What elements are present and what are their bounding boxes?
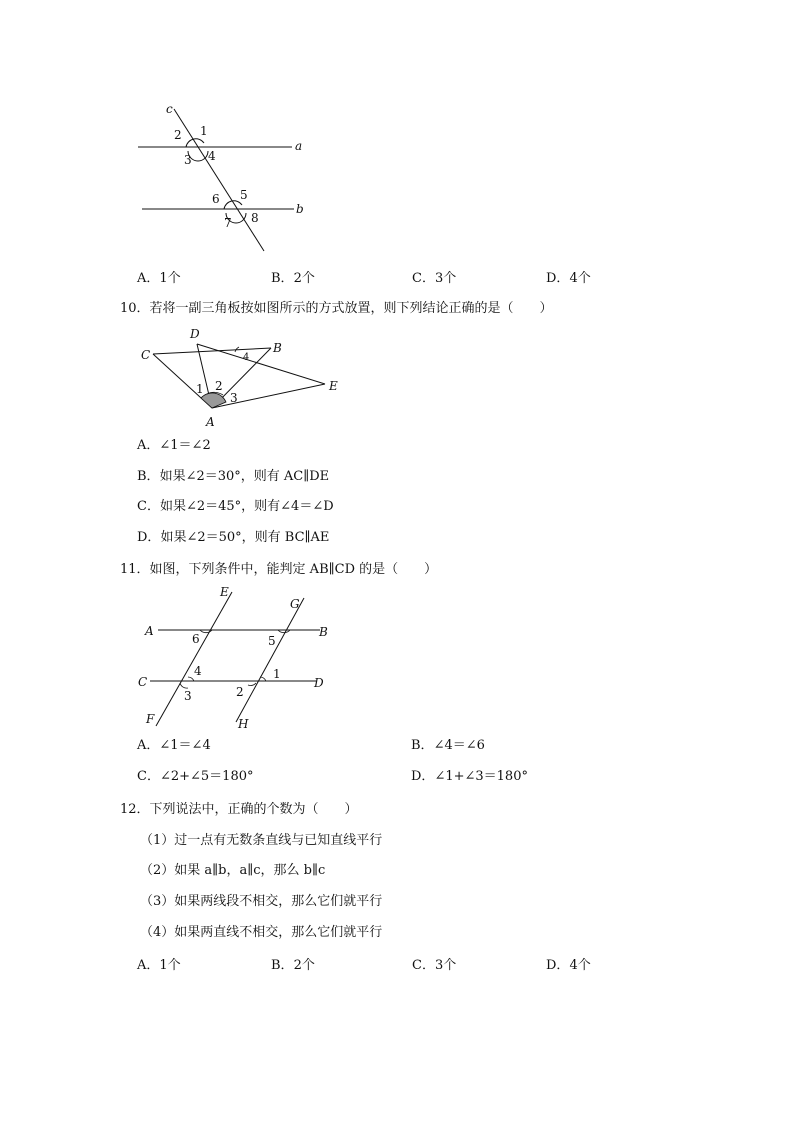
option-text: 如果∠2＝50°，则有 BC∥AE bbox=[160, 530, 330, 545]
option-letter: A． bbox=[137, 271, 160, 286]
q10-stem: 10．若将一副三角板按如图所示的方式放置，则下列结论正确的是（ ） bbox=[120, 301, 553, 316]
option-text: 2个 bbox=[293, 958, 315, 973]
angle-3: 3 bbox=[184, 153, 192, 167]
point-a: A bbox=[206, 415, 215, 429]
option-letter: D． bbox=[546, 271, 570, 286]
point-e: E bbox=[329, 379, 338, 393]
q12-option-d bbox=[546, 958, 591, 974]
angle-1: 1 bbox=[200, 124, 208, 138]
angle-6: 6 bbox=[192, 632, 200, 646]
line-gh bbox=[236, 598, 304, 722]
angle-5: 5 bbox=[268, 634, 276, 648]
angle-6: 6 bbox=[212, 192, 220, 206]
option-text: 3个 bbox=[434, 271, 457, 286]
option-text: ∠1+∠3＝180° bbox=[434, 769, 528, 784]
label-a: a bbox=[295, 139, 303, 153]
option-text: 如果∠2＝45°，则有∠4＝∠D bbox=[159, 499, 334, 514]
q9-option-a bbox=[137, 271, 181, 287]
point-g: G bbox=[290, 597, 300, 611]
angle-1: 1 bbox=[196, 382, 204, 396]
option-letter: C． bbox=[412, 958, 435, 973]
segment-de bbox=[197, 344, 325, 384]
q9-option-b bbox=[271, 271, 315, 287]
q10-option-a bbox=[137, 438, 211, 454]
option-text: 1个 bbox=[159, 958, 181, 973]
q12-option-c bbox=[412, 958, 456, 974]
point-e: E bbox=[220, 585, 229, 599]
option-text: 4个 bbox=[569, 271, 591, 286]
q9-option-d bbox=[546, 271, 591, 287]
option-text: 1个 bbox=[159, 271, 181, 286]
q12-statement-4: （4）如果两直线不相交，那么它们就平行 bbox=[140, 925, 383, 940]
point-a: A bbox=[145, 624, 154, 638]
option-letter: D． bbox=[546, 958, 570, 973]
option-letter: C． bbox=[412, 271, 435, 286]
q10-option-c bbox=[137, 499, 334, 515]
option-letter: A． bbox=[137, 738, 160, 753]
option-text: ∠1＝∠2 bbox=[159, 438, 211, 453]
angle-3: 3 bbox=[184, 689, 192, 703]
angle-arc bbox=[248, 683, 256, 686]
angle-1: 1 bbox=[273, 667, 281, 681]
option-text: ∠1＝∠4 bbox=[159, 738, 211, 753]
point-d: D bbox=[190, 327, 200, 341]
q10-figure bbox=[135, 322, 350, 430]
angle-2: 2 bbox=[236, 685, 244, 699]
option-letter: B． bbox=[271, 271, 294, 286]
q12-option-a bbox=[137, 958, 181, 974]
point-h: H bbox=[238, 717, 249, 731]
q11-option-b bbox=[411, 738, 485, 754]
point-f: F bbox=[146, 712, 155, 726]
option-text: 如果∠2＝30°，则有 AC∥DE bbox=[159, 469, 330, 484]
option-letter: A． bbox=[137, 438, 160, 453]
q10-option-b bbox=[137, 469, 329, 485]
angle-4: 4 bbox=[243, 352, 250, 363]
q11-stem: 11．如图，下列条件中，能判定 AB∥CD 的是（ ） bbox=[120, 562, 438, 577]
point-b: B bbox=[319, 625, 328, 639]
angle-5: 5 bbox=[240, 188, 248, 202]
angle-4: 4 bbox=[194, 664, 202, 678]
angle-2: 2 bbox=[174, 128, 182, 142]
q12-statement-2: （2）如果 a∥b，a∥c，那么 b∥c bbox=[140, 863, 326, 878]
angle-3: 3 bbox=[230, 391, 238, 405]
angle-arc bbox=[180, 683, 188, 688]
q11-option-d bbox=[411, 769, 528, 785]
q12-statement-3: （3）如果两线段不相交，那么它们就平行 bbox=[140, 894, 383, 909]
point-d: D bbox=[314, 676, 324, 690]
q9-option-c bbox=[412, 271, 456, 287]
q12-option-b bbox=[271, 958, 315, 974]
angle-4: 4 bbox=[208, 149, 216, 163]
line-c bbox=[174, 109, 264, 251]
option-letter: A． bbox=[137, 958, 160, 973]
option-letter: B． bbox=[271, 958, 294, 973]
segment-ae bbox=[212, 384, 325, 408]
q10-option-d bbox=[137, 530, 329, 546]
q12-stem: 12．下列说法中，正确的个数为（ ） bbox=[120, 802, 358, 817]
option-letter: B． bbox=[137, 469, 160, 484]
option-text: 3个 bbox=[434, 958, 457, 973]
option-text: 4个 bbox=[569, 958, 591, 973]
line-ef bbox=[156, 592, 232, 726]
q9-figure bbox=[130, 95, 320, 260]
label-c: c bbox=[166, 102, 173, 116]
option-letter: C． bbox=[137, 499, 160, 514]
option-text: ∠2+∠5＝180° bbox=[159, 769, 254, 784]
point-c: C bbox=[138, 675, 148, 689]
label-b: b bbox=[296, 202, 304, 216]
option-letter: B． bbox=[411, 738, 434, 753]
q11-option-c bbox=[137, 769, 254, 785]
q12-statement-1: （1）过一点有无数条直线与已知直线平行 bbox=[140, 833, 383, 848]
angle-2: 2 bbox=[215, 379, 223, 393]
point-c: C bbox=[141, 348, 151, 362]
angle-8: 8 bbox=[251, 211, 259, 225]
option-text: ∠4＝∠6 bbox=[433, 738, 485, 753]
point-b: B bbox=[273, 341, 282, 355]
option-letter: D． bbox=[411, 769, 435, 784]
option-letter: C． bbox=[137, 769, 160, 784]
option-letter: D． bbox=[137, 530, 161, 545]
option-text: 2个 bbox=[293, 271, 315, 286]
q11-option-a bbox=[137, 738, 211, 754]
q11-figure bbox=[136, 584, 336, 734]
angle-7: 7 bbox=[224, 216, 232, 230]
